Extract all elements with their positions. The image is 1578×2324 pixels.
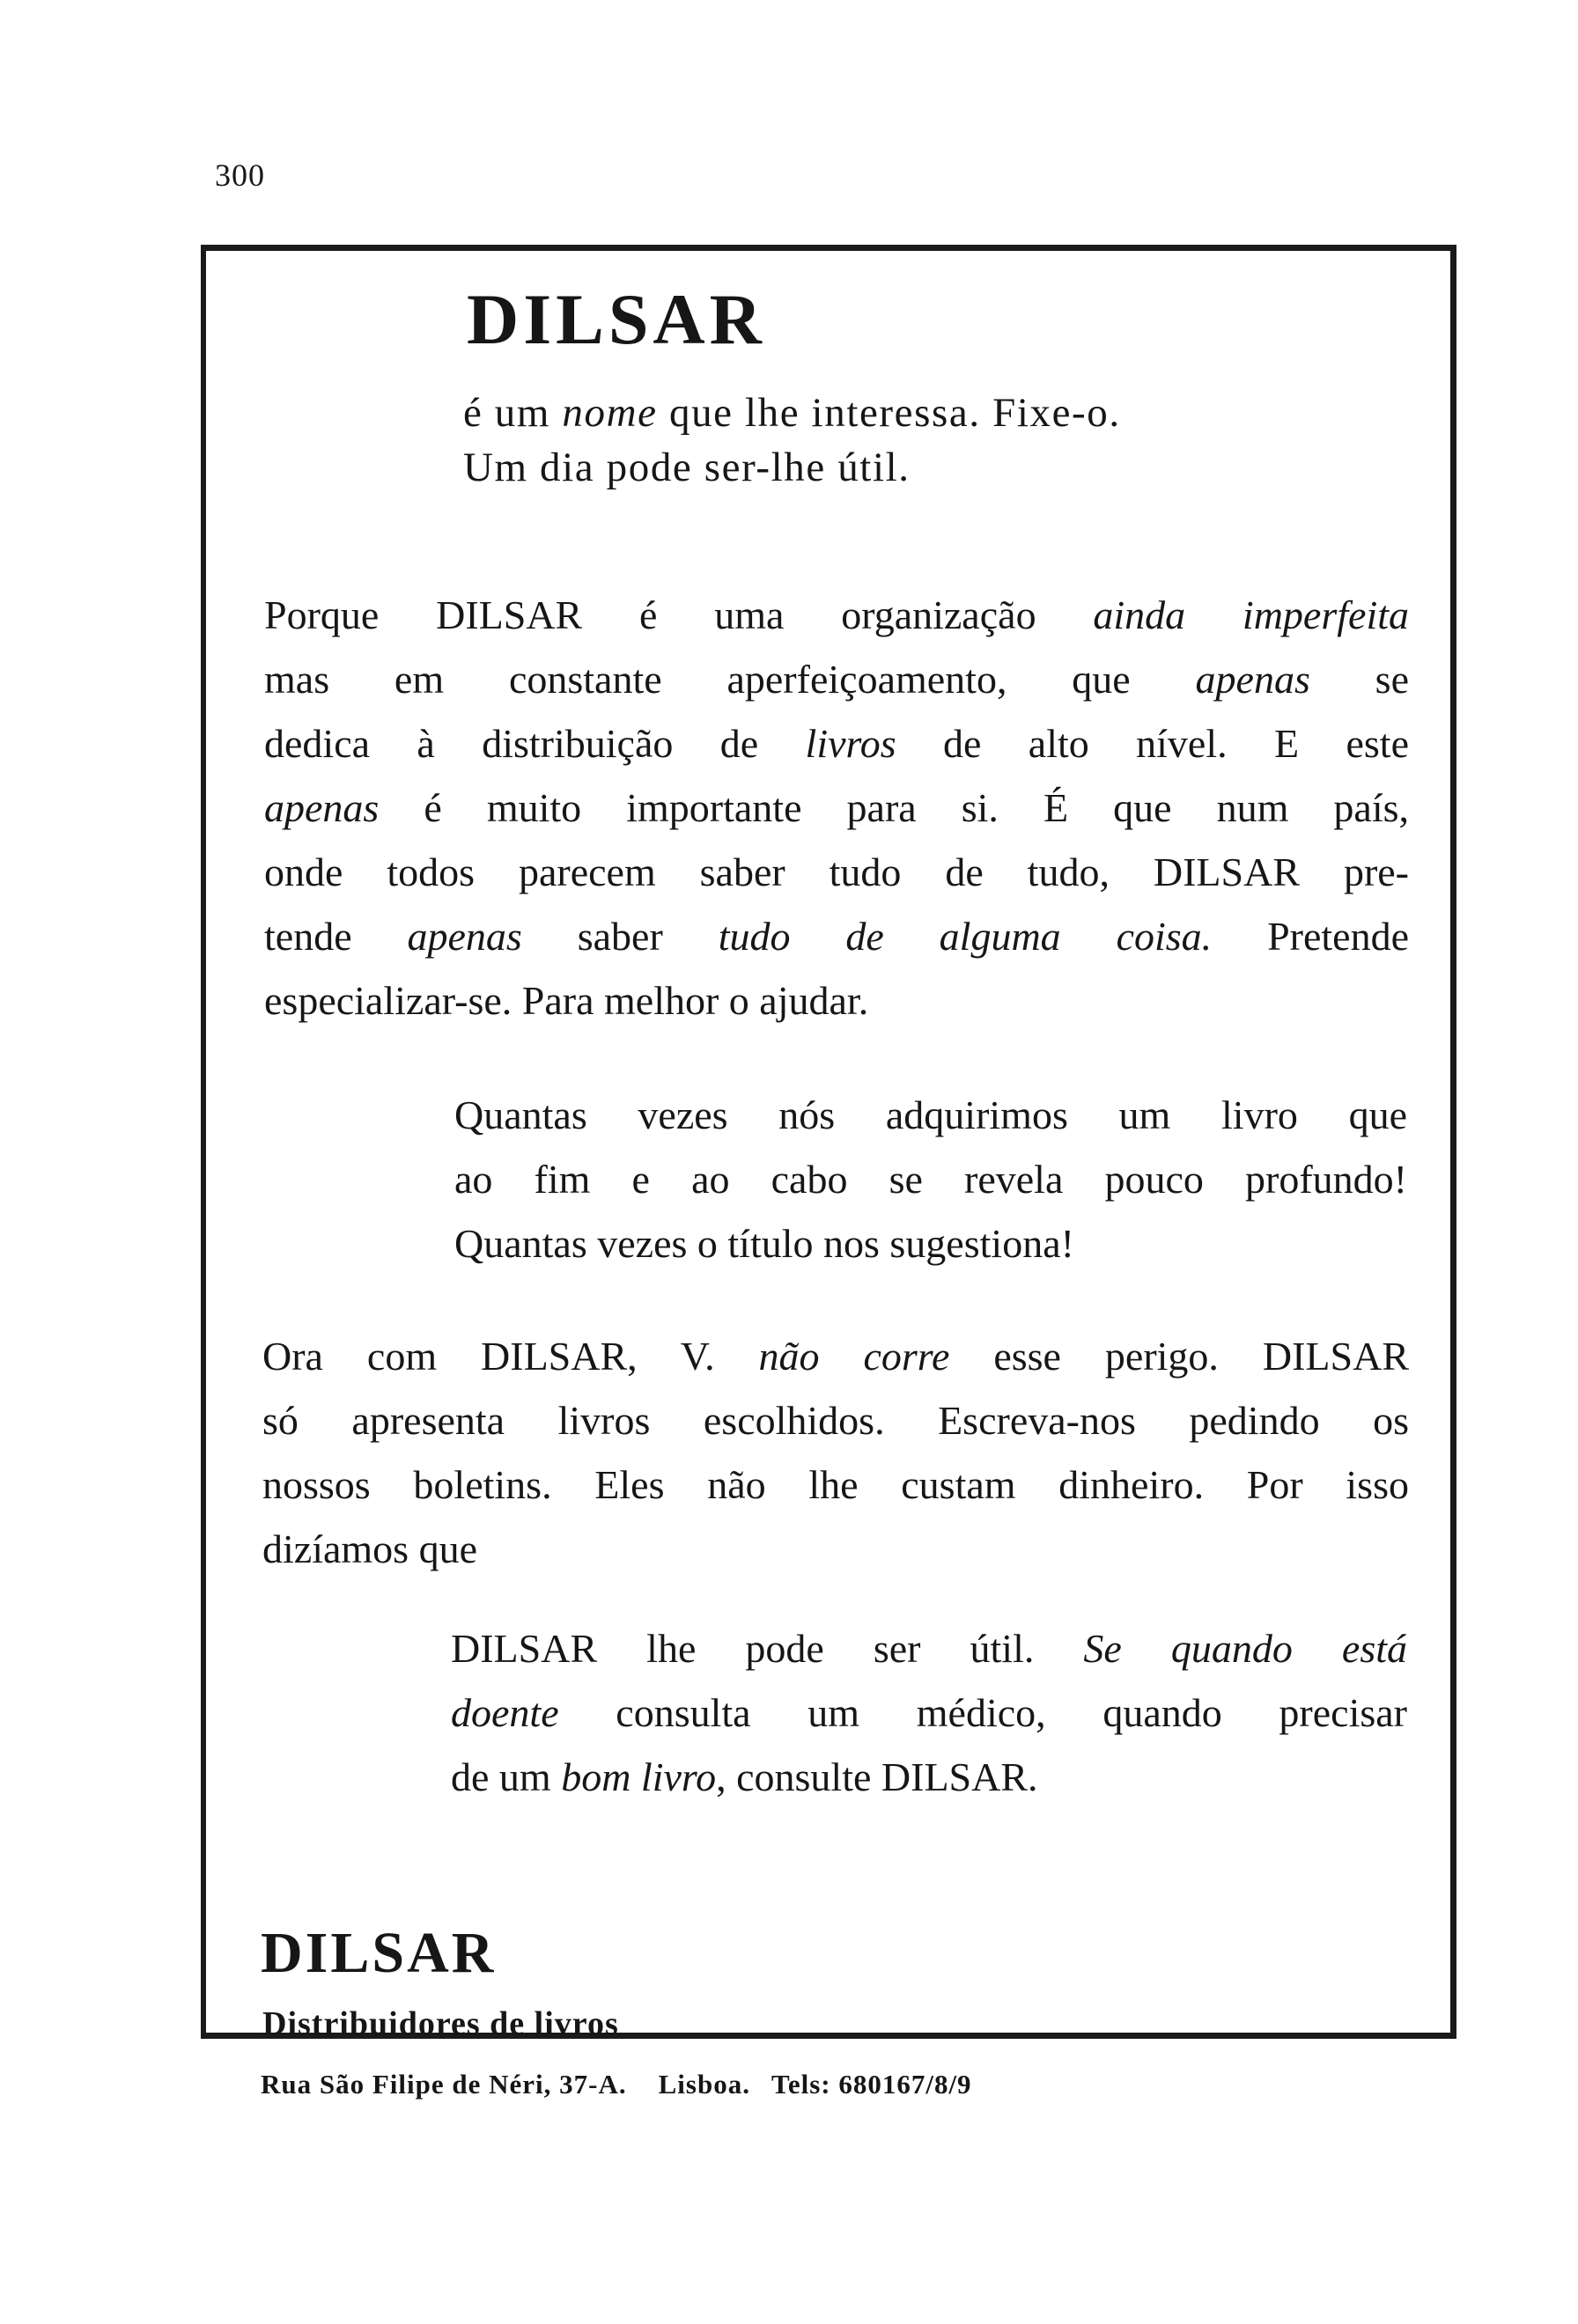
text-line: só apresenta livros escolhidos. Escreva-nos pedindo os [262, 1398, 1409, 1443]
text-line: DILSAR lhe pode ser útil. Se quando está [451, 1626, 1407, 1671]
text-line: ao fim e ao cabo se revela pouco profundo! [454, 1157, 1407, 1202]
footer-subtitle: Distribuidores de livros [262, 2005, 619, 2042]
brand-title: DILSAR [467, 279, 766, 359]
paragraph-question [454, 1083, 1407, 1276]
address: Rua São Filipe de Néri, 37-A. [261, 2069, 627, 2100]
text-line: doente consulta um médico, quando precisar [451, 1690, 1407, 1735]
footer-contact [261, 2070, 972, 2098]
paragraph-offer [262, 1324, 1409, 1581]
text-line: Quantas vezes o título nos sugestiona! [454, 1221, 1074, 1266]
paragraph-closing [451, 1616, 1407, 1809]
text-line: especializar-se. Para melhor o ajudar. [264, 978, 869, 1023]
phone-numbers: Tels: 680167/8/9 [771, 2069, 972, 2100]
text-line: dizíamos que [262, 1526, 477, 1571]
text-line: Quantas vezes nós adquirimos um livro que [454, 1092, 1407, 1137]
text-line: Porque DILSAR é uma organização ainda imperfeita [264, 592, 1410, 637]
text-line: tende apenas saber tudo de alguma coisa. Pretende [264, 914, 1409, 959]
tagline-line-1: é um nome que lhe interessa. Fixe-o. [463, 390, 1121, 436]
tagline-line-2: Um dia pode ser-lhe útil. [463, 445, 911, 490]
text-line: onde todos parecem saber tudo de tudo, DILSAR pre- [264, 849, 1409, 894]
text-line: de um bom livro, consulte DILSAR. [451, 1754, 1038, 1799]
paragraph-intro [264, 583, 1409, 1033]
city: Lisboa. [658, 2069, 750, 2100]
footer-brand: DILSAR [261, 1921, 497, 1985]
text-line: nossos boletins. Eles não lhe custam dinheiro. Por isso [262, 1462, 1409, 1507]
text-line: apenas é muito importante para si. É que num país, [264, 785, 1409, 830]
text-line: mas em constante aperfeiçoamento, que apenas se [264, 657, 1410, 702]
text-line: Ora com DILSAR, V. não corre esse perigo. DILSAR [262, 1334, 1409, 1379]
text-line: dedica à distribuição de livros de alto nível. E este [264, 721, 1409, 766]
page-number: 300 [215, 158, 265, 193]
